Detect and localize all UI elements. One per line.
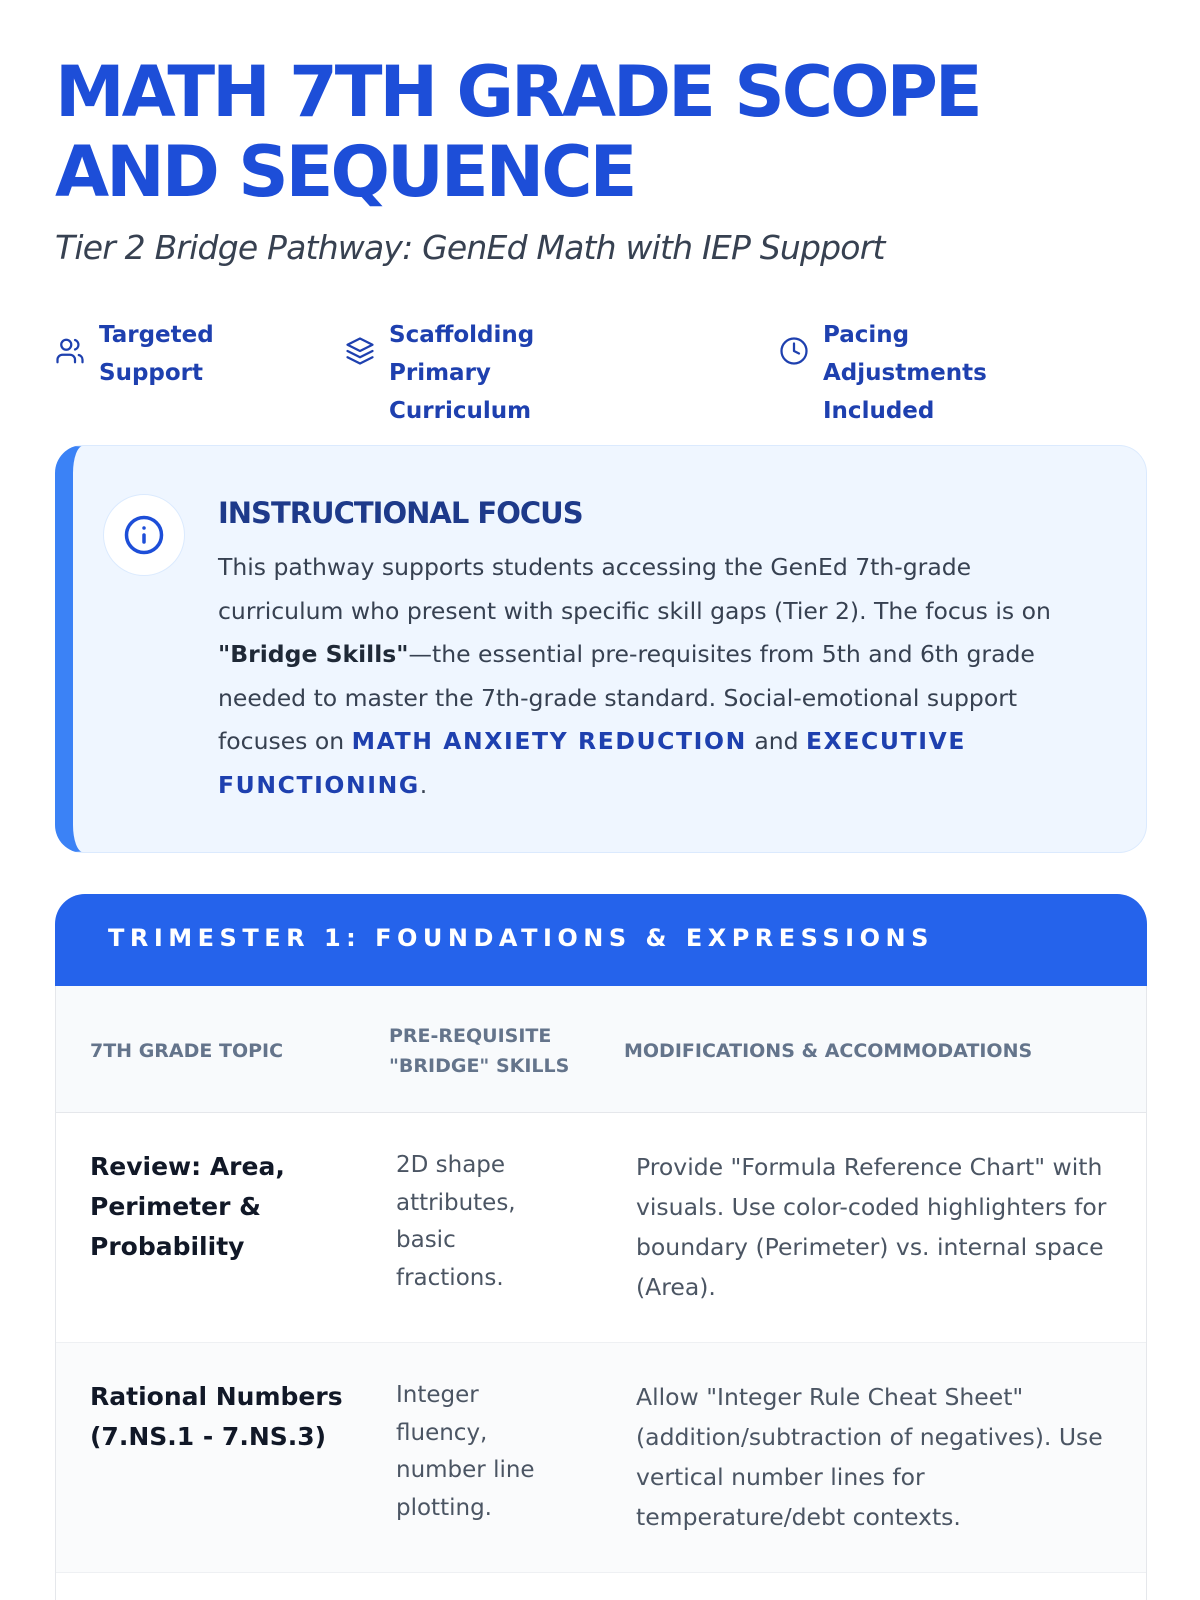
focus-body: [218, 546, 1098, 807]
badge-scaffolding: [345, 316, 639, 430]
badge-targeted-support: [55, 316, 229, 392]
focus-heading: INSTRUCTIONAL FOCUS: [218, 496, 583, 530]
focus-text: and: [746, 727, 807, 755]
badge-label: Scaffolding Primary Curriculum: [389, 322, 535, 424]
column-header-modifications: MODIFICATIONS & ACCOMMODATIONS: [624, 1040, 1033, 1062]
topic-cell: Rational Numbers (7.NS.1 - 7.NS.3): [90, 1382, 343, 1451]
scope-table: [55, 986, 1147, 1600]
focus-text: .: [419, 770, 428, 799]
instructional-focus-card: [55, 445, 1147, 853]
clock-icon: [779, 336, 809, 366]
badge-label: Targeted Support: [99, 322, 214, 386]
focus-text: This pathway supports students accessing the GenEd 7th-grade curriculum who present with specific skill gaps (Tier 2). The focus is on: [218, 553, 1051, 625]
focus-highlight: MATH ANXIETY REDUCTION: [351, 727, 747, 755]
badge-label: Pacing Adjustments Included: [823, 322, 987, 424]
focus-text: —the essential pre-requisites from 5th and 6th grade needed to master the 7th-grade standard. Social-emotional support focuses on: [218, 640, 1035, 755]
page-title: MATH 7TH GRADE SCOPE AND SEQUENCE: [55, 51, 980, 213]
info-icon: [103, 494, 185, 576]
bridge-cell: 2D shape attributes, basic fractions.: [396, 1152, 516, 1291]
users-icon: [55, 336, 85, 366]
focus-bold-term: "Bridge Skills": [218, 640, 409, 668]
trimester-title: TRIMESTER 1: FOUNDATIONS & EXPRESSIONS: [108, 924, 934, 952]
focus-highlight: EXECUTIVE FUNCTIONING: [218, 727, 966, 799]
feature-badges: [55, 316, 1147, 424]
trimester-header: [55, 894, 1147, 986]
layers-icon: [345, 336, 375, 366]
modifications-cell: Provide "Formula Reference Chart" with visuals. Use color-coded highlighters for boundary (Perimeter) vs. internal space (Area).: [636, 1153, 1107, 1301]
table-header: [56, 986, 1146, 1113]
topic-cell: Review: Area, Perimeter & Probability: [90, 1152, 285, 1261]
page-subtitle: Tier 2 Bridge Pathway: GenEd Math with IEP Support: [55, 228, 885, 267]
modifications-cell: Allow "Integer Rule Cheat Sheet" (addition/subtraction of negatives). Use vertical number lines for temperature/debt contexts.: [636, 1383, 1103, 1531]
bridge-cell: Integer fluency, number line plotting.: [396, 1382, 535, 1521]
column-header-topic: 7TH GRADE TOPIC: [90, 1040, 284, 1062]
table-row: [56, 1113, 1146, 1343]
badge-pacing: [779, 316, 1073, 430]
column-header-bridge: PRE-REQUISITE "BRIDGE" SKILLS: [389, 1025, 570, 1077]
table-row: [56, 1343, 1146, 1573]
table-row: [56, 1573, 1146, 1600]
